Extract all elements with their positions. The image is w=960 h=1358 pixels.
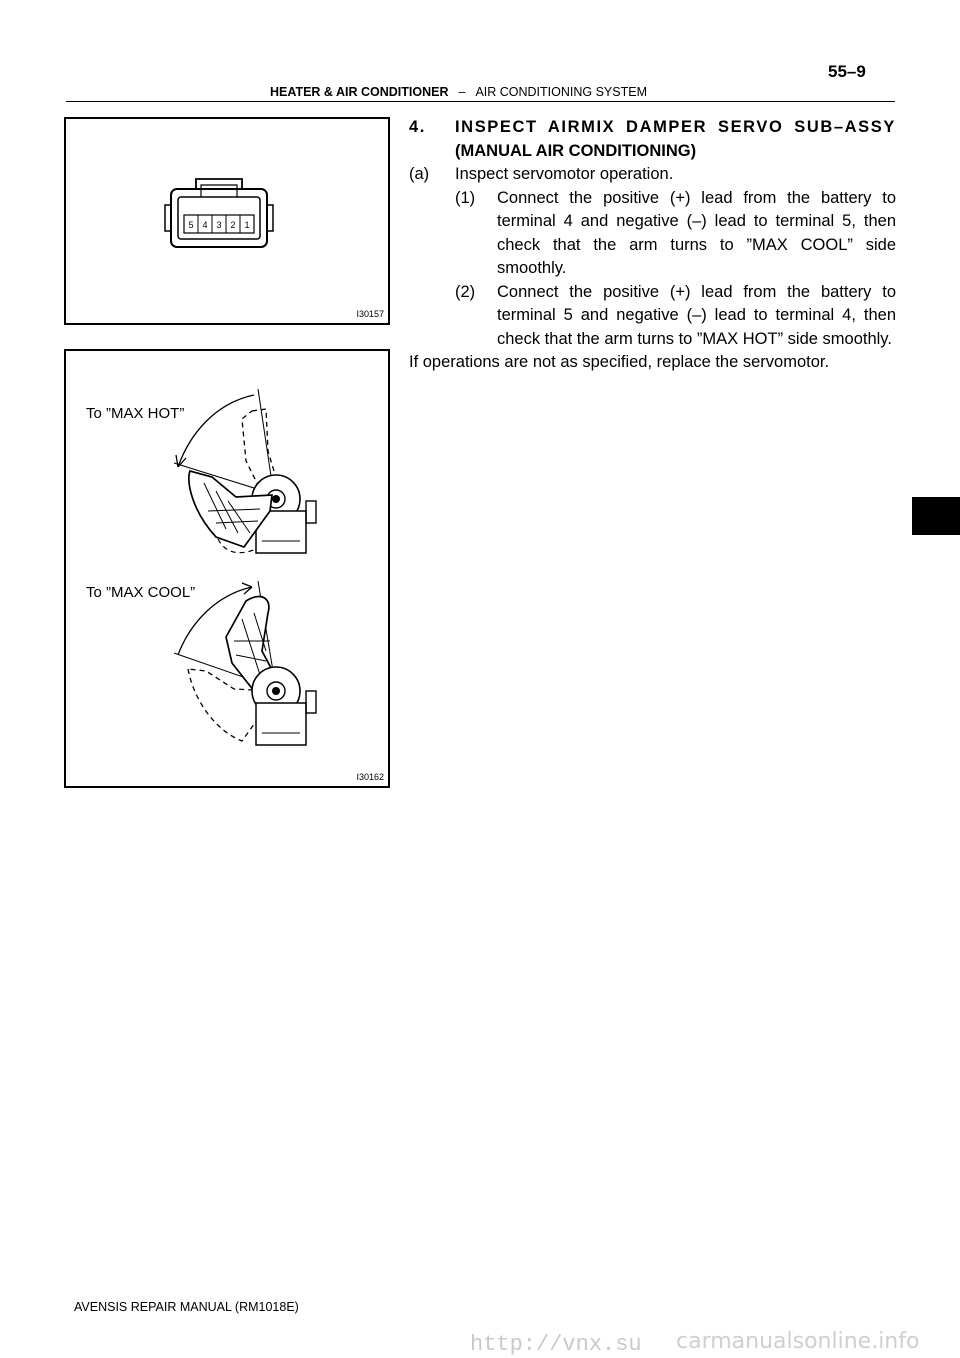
- item-2-text: Connect the positive (+) lead from the battery to terminal 5 and negative (–) lead to terminal 4, then check that the arm turns to ”MAX HOT” side smoothly.: [497, 282, 896, 348]
- header-subsection: AIR CONDITIONING SYSTEM: [475, 85, 647, 99]
- item-1-text: Connect the positive (+) lead from the battery to terminal 4 and negative (–) lead to terminal 5, then check that the arm turns to ”MAX COOL” side smoothly.: [497, 188, 896, 277]
- substep-a-label: (a): [409, 165, 430, 183]
- step-number: 4.: [409, 118, 426, 136]
- figure-id: I30157: [356, 309, 384, 319]
- max-hot-label: To ”MAX HOT”: [86, 405, 185, 422]
- page-number: 55–9: [828, 62, 866, 81]
- max-cool-label: To ”MAX COOL”: [86, 584, 196, 601]
- procedure-text: [409, 116, 896, 375]
- step-title-line1: INSPECT AIRMIX DAMPER SERVO SUB–ASSY: [455, 118, 896, 136]
- header-separator: –: [458, 85, 466, 99]
- watermark-link[interactable]: http://vnx.su: [470, 1332, 642, 1357]
- footer-manual: AVENSIS REPAIR MANUAL (RM1018E): [74, 1300, 299, 1314]
- connector-figure: [64, 117, 390, 325]
- pin-label: 2: [230, 220, 236, 230]
- figure-id: I30162: [356, 772, 384, 782]
- connector-illustration: [66, 119, 388, 323]
- step-title-line2: (MANUAL AIR CONDITIONING): [455, 141, 697, 160]
- pin-label: 5: [188, 220, 194, 230]
- header-section: HEATER & AIR CONDITIONER: [270, 85, 449, 99]
- step-heading: [409, 116, 896, 163]
- watermark-site: carmanualsonline.info: [676, 1329, 920, 1354]
- item-2-label: (2): [455, 282, 476, 301]
- substep-a: [409, 163, 896, 187]
- pin-label: 4: [202, 220, 208, 230]
- item-2: [409, 281, 896, 352]
- pin-label: 1: [244, 220, 250, 230]
- servo-figure: [64, 349, 390, 788]
- item-1-label: (1): [455, 188, 476, 207]
- header-rule: [66, 101, 895, 102]
- substep-a-text: Inspect servomotor operation.: [455, 165, 674, 183]
- section-tab-marker: [912, 497, 960, 535]
- header-title: [270, 85, 647, 99]
- pin-label: 3: [216, 220, 222, 230]
- item-1: [409, 187, 896, 281]
- note-text: If operations are not as specified, replace the servomotor.: [409, 353, 830, 371]
